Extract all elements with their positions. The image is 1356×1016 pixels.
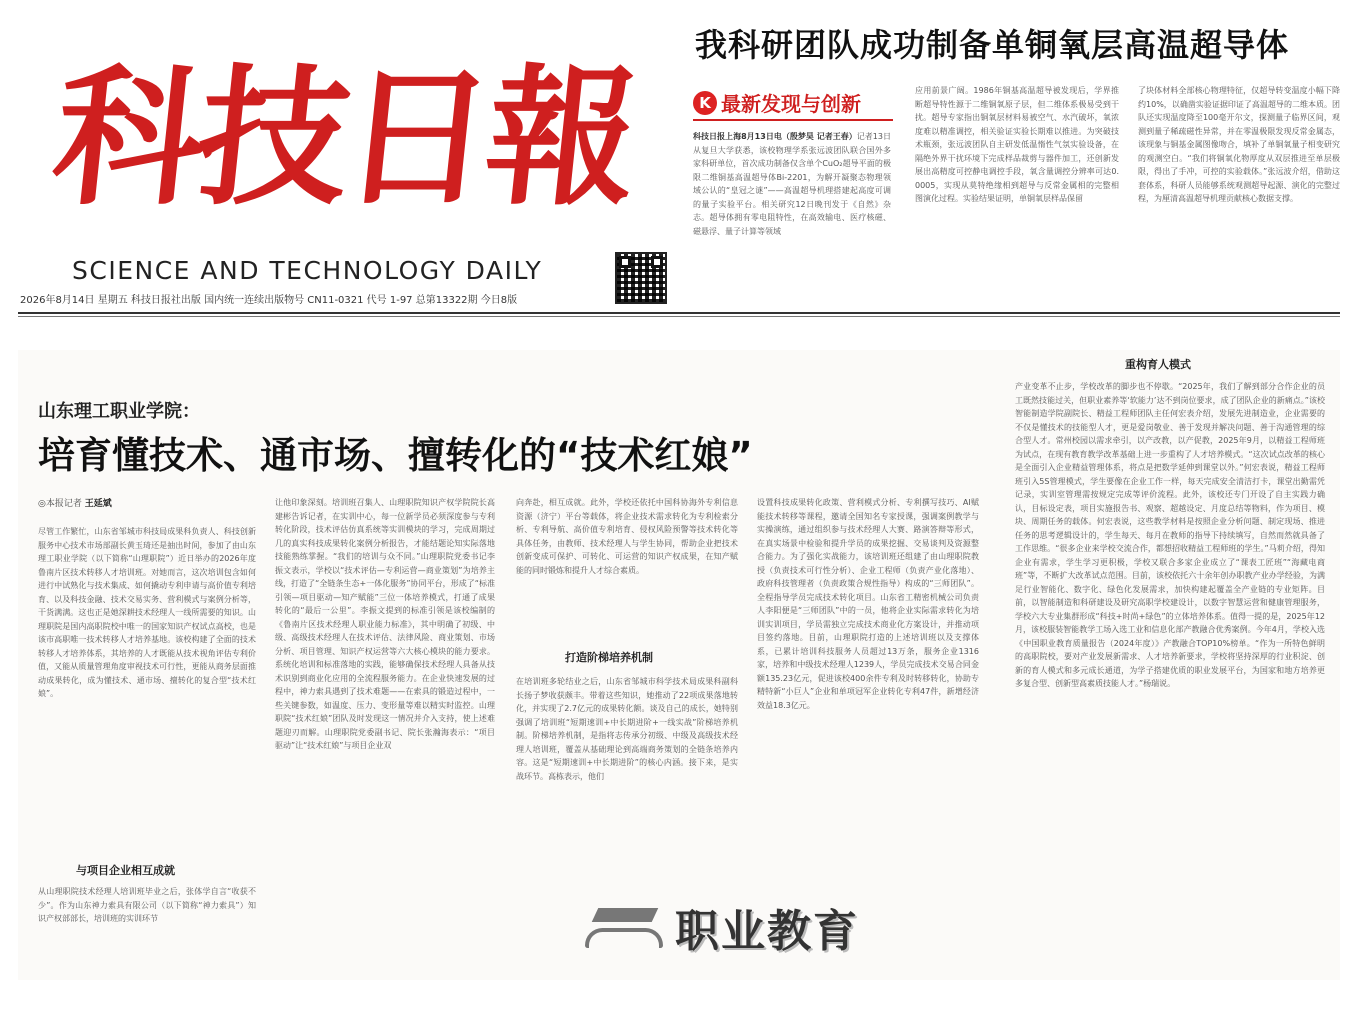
- article-column-2: 让他印象深刻。培训班召集人、山理职院知识产权学院院长高建彬告诉记者，在实训中心，每一位新学员必须深度参与专利转化阶段，技术评估仿真系统等实训模块的学习，完成周期过几的真实科技成果转化案例分析报告，才能结题论知实际落地技能熟练掌握。“我们的培训与众不同。”山理职院党委书记李振文表示，学校以“技术评估—专利运营—商业策划”为培养主线，打造了“全链条生态+一体化服务”协同平台，形成了“标准引领—项目驱动—知产赋能”三位一体培养模式，打通了成果转化的“最后一公里”。李振文提到的标准引领是该校编制的《鲁南片区技术经理人职业能力标准》，其中明确了初级、中级、高级技术经理人在技术评估、法律风险、商业策划、市场分析、项目管理、知识产权运营等六大核心模块的能力要求。系统化培训和标准落地的实践，能够确保技术经理人具备从技术识别到商业化应用的全流程服务能力。在企业快速发展的过程中，神力索具遇到了技术难题——在索具的锻造过程中，一些关键参数，如温度、压力、变形量等难以精实时监控。山理职院“技术红娘”团队及时发现这一情况并介入支持，使上述难题迎刃而解。山理职院党委副书记、院长张瀚海表示：“项目驱动”让“技术红娘”与项目企业双: [275, 498, 495, 750]
- masthead-divider: [18, 312, 1340, 314]
- section-badge-label: 最新发现与创新: [721, 92, 861, 116]
- section-divider: [693, 119, 893, 121]
- article-kicker: 山东理工职业学院：: [38, 401, 200, 422]
- byline-prefix: ◎本报记者: [38, 499, 82, 509]
- article-column-4: 设置科技成果转化政策、营利模式分析、专利撰写技巧、AI赋能技术转移等课程，邀请全国知名专家授课，强调案例教学与实操演练，通过组织参与技术经理人大赛、路演答辩等形式，在真实场景中检验和提升学员的成果挖掘、交易谈判及资源整合能力。为了强化实战能力，该培训班还组建了由山理职院教授（负责技术可行性分析）、企业工程师（负责产业化落地）、政府科技管理者（负责政策合规性指导）构成的“三师团队”。全程指导学员完成技术转化项目。山东省工精密机械公司负责人李阳便是“三师团队”中的一员，他将企业实际需求转化为培训实训项目，学员需独立完成技术商业化方案设计，并推动项目签约落地。目前，山理职院打造的上述培训班以及支撑体系，已累计培训科技服务人员超过13万条，服务企业1316家，培养和中级技术经理人1239人，学员完成技术交易合同金额135.23亿元，促进该校400余件专利及时转移转化，协助专精特新“小巨人”企业和单项冠军企业转化专利47件，新增经济效益18.3亿元。: [757, 498, 979, 710]
- article-column-3: 向奔赴，相互成就。此外，学校还依托中国科协海外专利信息资源（济宁）平台等载体，将企业技术需求转化为专利检索分析、专利导航、高价值专利培育、侵权风险预警等技术转化等具体任务，由教师、技术经理人与学生协同，帮助企业把技术创新变成可保护、可转化、可运营的知识产权成果，在知产赋能的同时锻炼和提升人才综合素质。: [516, 498, 738, 575]
- article-subhead-2: 打造阶梯培养机制: [565, 651, 653, 664]
- k-logo-icon: K: [693, 91, 717, 115]
- article-subhead-3: 重构育人模式: [1125, 358, 1191, 371]
- dateline: 科技日报上海8月13日电（殷梦昊 记者王春）: [693, 132, 857, 141]
- article-column-3-continued: 在培训班多轮结业之后，山东省邹城市科学技术局成果科副科长扬子梦收获颇丰。带着这些知识，她推动了22项成果落地转化，并实现了2.7亿元的成果转化额。谈及自己的成长，她特别强调了培训班“短期速训+中长期进阶+一线实战”阶梯培养机制。阶梯培养机制，是指将志传承分初级、中级及高级技术经理人培训班，覆盖从基础理论到高端商务策划的全链条培养内容。这是“短期速训+中长期进阶”的核心内涵。接下来，是实战环节。高栋表示，他们: [516, 677, 738, 781]
- article-headline[interactable]: 培育懂技术、通市场、擅转化的“技术红娘”: [38, 434, 753, 477]
- article-column-1-continued: 从山理职院技术经理人培训班毕业之后，张体学自言“收获不少”。作为山东神力索具有限公司（以下简称“神力索具”）知识产权部部长，培训班的实训环节: [38, 887, 256, 923]
- top-story-column-2: 应用前景广阔。1986年铜基高温超导被发现后，学界推断超导特性源于二维铜氧原子层，但二维体系极易受到干扰。超导专家指出铜氧层材料易被空气、水汽破坏，氧浓度难以精准调控，相关验证实验长期难以推进。为突破技术瓶颈，张远波团队自主研发低温惰性气氛实验设备，在隔绝外界干扰环境下完成样品裁剪与器件加工，还创新发展出高精度可控静电调控手段，氧含量调控分辨率可达0.0005，实现从莫特绝缘相到超导与反常金属相的完整相图演化过程。实验结果证明，单铜氧层样品保留: [915, 86, 1119, 203]
- qr-code-icon[interactable]: [615, 252, 667, 304]
- graduation-cap-book-icon: [585, 902, 665, 952]
- top-story-column-1: [693, 130, 891, 300]
- article-column-5: 产业变革不止步，学校改革的脚步也不停歇。“2025年，我们了解到部分合作企业的员工既然技能过关，但职业素养等‘软能力’达不到岗位要求，成了团队企业的新痛点。”该校智能制造学院副院长、精益工程师团队主任何宏表介绍，发展先进制造业，企业需要的不仅是懂技术的技能型人才，更是爱岗敬业、善于发现并解决问题、善于沟通管理的综合型人才。常州校园以需求牵引，以产改教，以产促教，2025年9月，以精益工程师班为试点，在现有教育教学改革基础上进一步重构了人才培养模式。“这次试点改革的核心是全面引入企业精益管理体系，将点是把数学延伸到课堂以外。”何宏表说，精益工程师班引入5S管理模式，学生要像在企业工作一样，每天完成安全清洁打卡，课堂出勤需凭记录，实训室管理需按规定完成等评价流程。此外，该校还专门开设了自主实践力确认，目标设定表，项目实施报告书、观察、超越设定、月度总结等物料，作为项目、模块、周期任务的载体。何宏表说，这些教学材料是按照企业分析问题、制定现场、推进任务的思考逻辑设计的，学生每天、每月在教师的指导下持续填写，自然而然就具备了工作思维。“很多企业来学校交流合作，都想招收精益工程师班的学生。”马莉介绍，得知企业有需求，学生学习更积极，学校又联合多家企业成立了“课表工匠班”“海藏电商班”等，不断扩大改革试点范围。目前，该校依托六十余年创办职教产业办学经验，为满足行业智能化、数字化、绿色化发展需求，加快构建起覆盖全产业链的专业矩阵。目前，以智能制造和科研建设及研究高职学校建设计，以数字智慧运营和健康管理服务，学校六大专业集群形成“科技+时尚+绿色”的立体培养体系。值得一提的是，2025年12月，该校服装智能教学工场入选工业和信息化部产教融合优秀案例。今年4月，学校入选《中国职业教育质量报告（2024年度）》产教融合TOP10%榜单。“作为一所特色鲜明的高职院校，要对产业发展新需求、人才培养新要求，学校将坚持深厚的行业积淀、创新的育人模式和多元成长通道，为学子搭建优质的职业发展平台，为国家和地方培养更多复合型、创新型高素质技能人才。”杨瑞说。: [1015, 382, 1325, 688]
- section-badge: [693, 88, 861, 117]
- masthead-english-title: SCIENCE AND TECHNOLOGY DAILY: [72, 256, 543, 285]
- article-column-1: 尽管工作繁忙，山东省邹城市科技局成果科负责人、科技创新服务中心技术市场部副长黄玉琦还是抽出时间，参加了由山东理工职业学院（以下简称“山理职院”）近日举办的2026年度鲁南片区技术转移人才培训班。对她而言，这次培训包含如何进行中试熟化与技术集成、如何撬动专利申请与高价值专利培育、以及科技金融、技术交易实务、营利模式与案例分析等，干货满满。这也正是她深耕技术经理人一线所需要的知识。山理职院是国内高职院校中唯一的国家知识产权试点高校，也是该市高职唯一技术转移人才培养基地。该校构建了全面的技术转移人才培养体系，其培养的人才既能从技术视角评估专利价值，又能从质量管理角度审视技术可行性，更能从商务层面推动成果转化，成为懂技术、通市场、擅转化的复合型“技术红娘”。: [38, 527, 256, 698]
- vocational-education-section-logo: [585, 895, 859, 959]
- masthead-divider-thin: [18, 316, 1340, 317]
- byline-author: 王延斌: [84, 499, 112, 509]
- top-story-column-3: 了块体材料全部核心物理特征，仅超导转变温度小幅下降约10%，以确凿实验证据印证了高温超导的二维本质。团队还实现温度降至100毫开尔文，探测量子临界区间，观测到量子稀疏磁性异常，并在零温极限发现反常金属态，该现象与铜基金属图像吻合，填补了单铜氧量子相变研究的观测空白。“我们将铜氧化物厚度从双层推进至单层极限，得出了手冲，可控的实验载体。”张远波介绍，借助这套体系，科研人员能够系统观测超导起源、演化的完整过程，为厘清高温超导机理贡献核心数据支撑。: [1138, 86, 1340, 203]
- top-story-text-1: 记者13日从复旦大学获悉，该校物理学系张远波团队联合国外多家科研单位，首次成功制备仅含单个CuO₂超导平面的极限二维铜基高温超导体Bi-2201，为解开凝聚态物理领域公认的“皇冠之谜”——高温超导机理搭建起高度可调的量子实验平台。相关研究12日晚刊发于《自然》杂志。超导体拥有零电阻特性，在高效输电、医疗核磁、磁悬浮、量子计算等领域: [693, 132, 891, 236]
- issue-info-line: 2026年8月14日 星期五 科技日报社出版 国内统一连续出版物号 CN11-0321 代号 1-97 总第13322期 今日8版: [20, 295, 518, 306]
- top-story-headline[interactable]: 我科研团队成功制备单铜氧层高温超导体: [695, 26, 1290, 64]
- article-subhead-1: 与项目企业相互成就: [76, 864, 175, 877]
- article-byline: [38, 496, 112, 509]
- masthead-logo: 科技日報: [45, 50, 641, 226]
- section-logo-label: 职业教育: [675, 906, 859, 957]
